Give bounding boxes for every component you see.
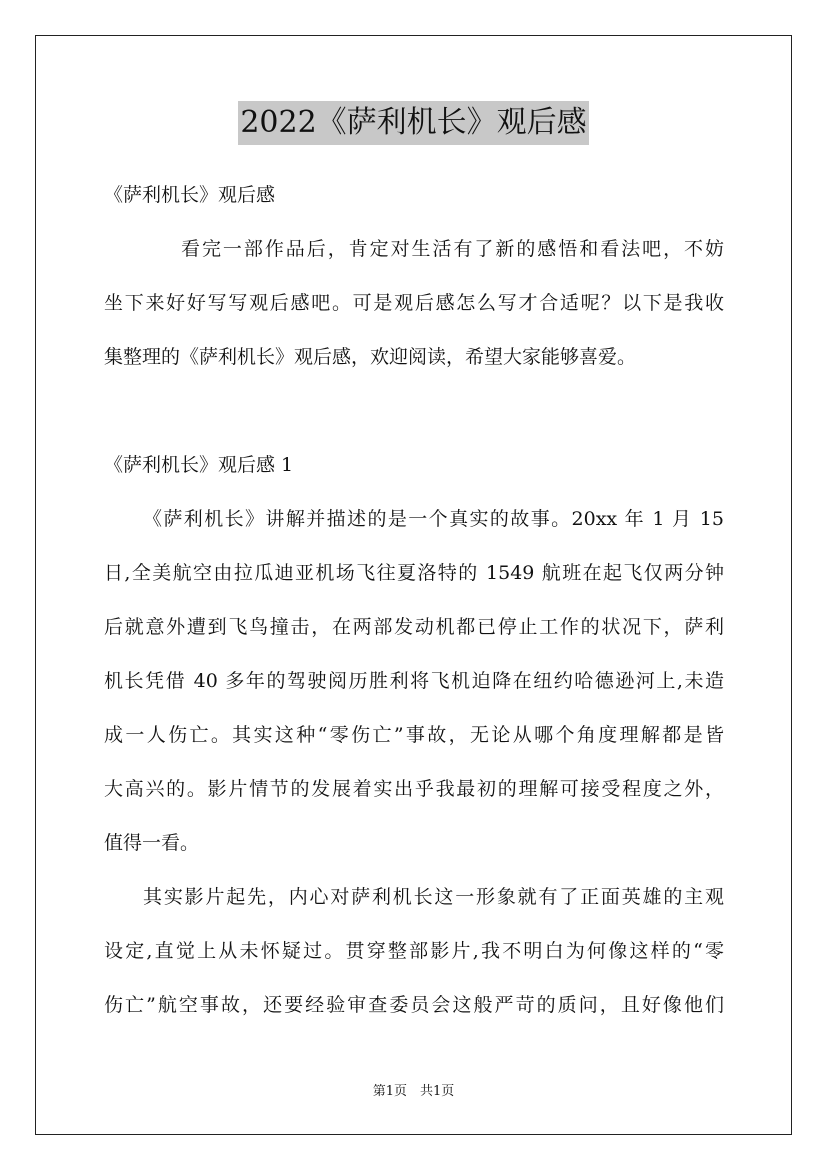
page-footer: 第1页 共1页 xyxy=(372,1084,455,1099)
section1-para1-line-5: 成一人伤亡。其实这种“零伤亡”事故，无论从哪个角度理解都是皆 xyxy=(104,724,724,746)
intro-line-2: 坐下来好好写写观后感吧。可是观后感怎么写才合适呢？以下是我收 xyxy=(104,292,724,314)
section1-para2-line-1: 其实影片起先，内心对萨利机长这一形象就有了正面英雄的主观 xyxy=(143,886,724,908)
section1-para2-line-3: 伤亡”航空事故，还要经验审查委员会这般严苛的质问，且好像他们 xyxy=(104,994,724,1016)
section1-para1-line-6: 大高兴的。影片情节的发展着实出乎我最初的理解可接受程度之外， xyxy=(104,778,724,800)
intro-heading: 《萨利机长》观后感 xyxy=(104,184,276,206)
section1-para1-line-2: 日,全美航空由拉瓜迪亚机场飞往夏洛特的 1549 航班在起飞仅两分钟 xyxy=(104,562,724,584)
section1-para1-line-7: 值得一看。 xyxy=(104,832,200,854)
intro-line-3: 集整理的《萨利机长》观后感，欢迎阅读，希望大家能够喜爱。 xyxy=(104,346,637,368)
intro-line-1: 看完一部作品后，肯定对生活有了新的感悟和看法吧，不妨 xyxy=(181,238,724,260)
section1-para1-line-4: 机长凭借 40 多年的驾驶阅历胜利将飞机迫降在纽约哈德逊河上,未造 xyxy=(104,670,724,692)
section1-para2-line-2: 设定,直觉上从未怀疑过。贯穿整部影片,我不明白为何像这样的“零 xyxy=(104,940,724,962)
title-container xyxy=(0,101,827,145)
document-title: 2022《萨利机长》观后感 xyxy=(238,101,588,145)
section1-para1-line-1: 《萨利机长》讲解并描述的是一个真实的故事。20xx 年 1 月 15 xyxy=(143,508,724,530)
section1-heading: 《萨利机长》观后感 1 xyxy=(104,454,294,476)
section1-para1-line-3: 后就意外遭到飞鸟撞击，在两部发动机都已停止工作的状况下，萨利 xyxy=(104,616,724,638)
